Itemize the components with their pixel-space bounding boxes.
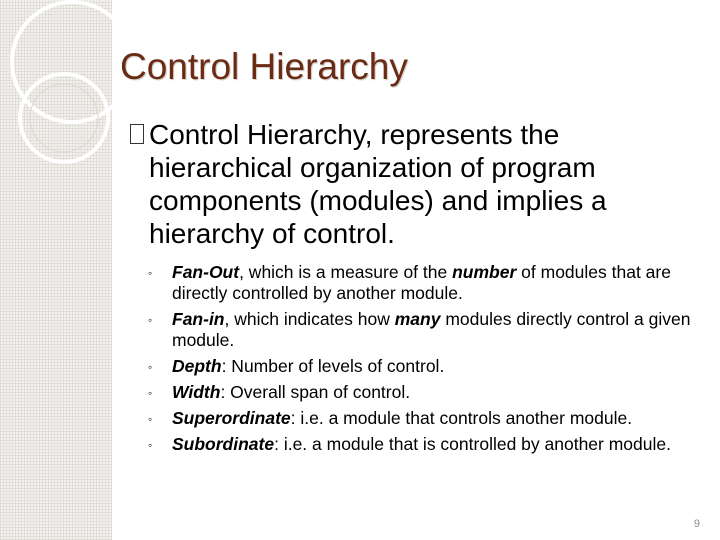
definition-text: : Overall span of control. <box>220 382 411 402</box>
circle-bullet-icon: ◦ <box>148 360 153 374</box>
circle-bullet-icon: ◦ <box>148 266 153 280</box>
main-bullet-point <box>130 118 702 250</box>
square-bullet-icon <box>130 124 144 144</box>
definition-text: : Number of levels of control. <box>221 356 445 376</box>
definition-text: , which indicates how <box>224 309 395 329</box>
definition-text: modules directly control a given module. <box>172 309 691 350</box>
decorative-circles <box>0 0 140 200</box>
sub-bullet-fan-in <box>148 309 702 351</box>
slide-title: Control Hierarchy <box>120 46 408 87</box>
definition-text: of modules that are directly controlled by another module. <box>172 262 671 303</box>
sub-bullet-superordinate <box>148 408 702 429</box>
emphasis-text: number <box>452 262 517 282</box>
page-number: 9 <box>693 518 700 530</box>
sub-bullet-list <box>130 262 702 455</box>
term: Depth <box>172 356 222 376</box>
sub-bullet-subordinate <box>148 434 702 455</box>
circle-bullet-icon: ◦ <box>148 313 153 327</box>
term: Fan-in <box>172 309 225 329</box>
main-point-text: Control Hierarchy, represents the hierarchical organization of program components (modules) and implies a hierarchy of control. <box>149 119 607 249</box>
sub-bullet-width <box>148 382 702 403</box>
term: Superordinate <box>172 408 291 428</box>
definition-text: , which is a measure of the <box>239 262 453 282</box>
circle-bullet-icon: ◦ <box>148 412 153 426</box>
circle-bullet-icon: ◦ <box>148 438 153 452</box>
sub-bullet-depth <box>148 356 702 377</box>
sub-bullet-fan-out <box>148 262 702 304</box>
circle-bullet-icon: ◦ <box>148 386 153 400</box>
emphasis-text: many <box>394 309 441 329</box>
slide-content <box>130 118 702 460</box>
term: Subordinate <box>172 434 275 454</box>
term: Width <box>172 382 221 402</box>
definition-text: : i.e. a module that is controlled by another module. <box>274 434 671 454</box>
term: Fan-Out <box>172 262 240 282</box>
definition-text: : i.e. a module that controls another module. <box>290 408 633 428</box>
